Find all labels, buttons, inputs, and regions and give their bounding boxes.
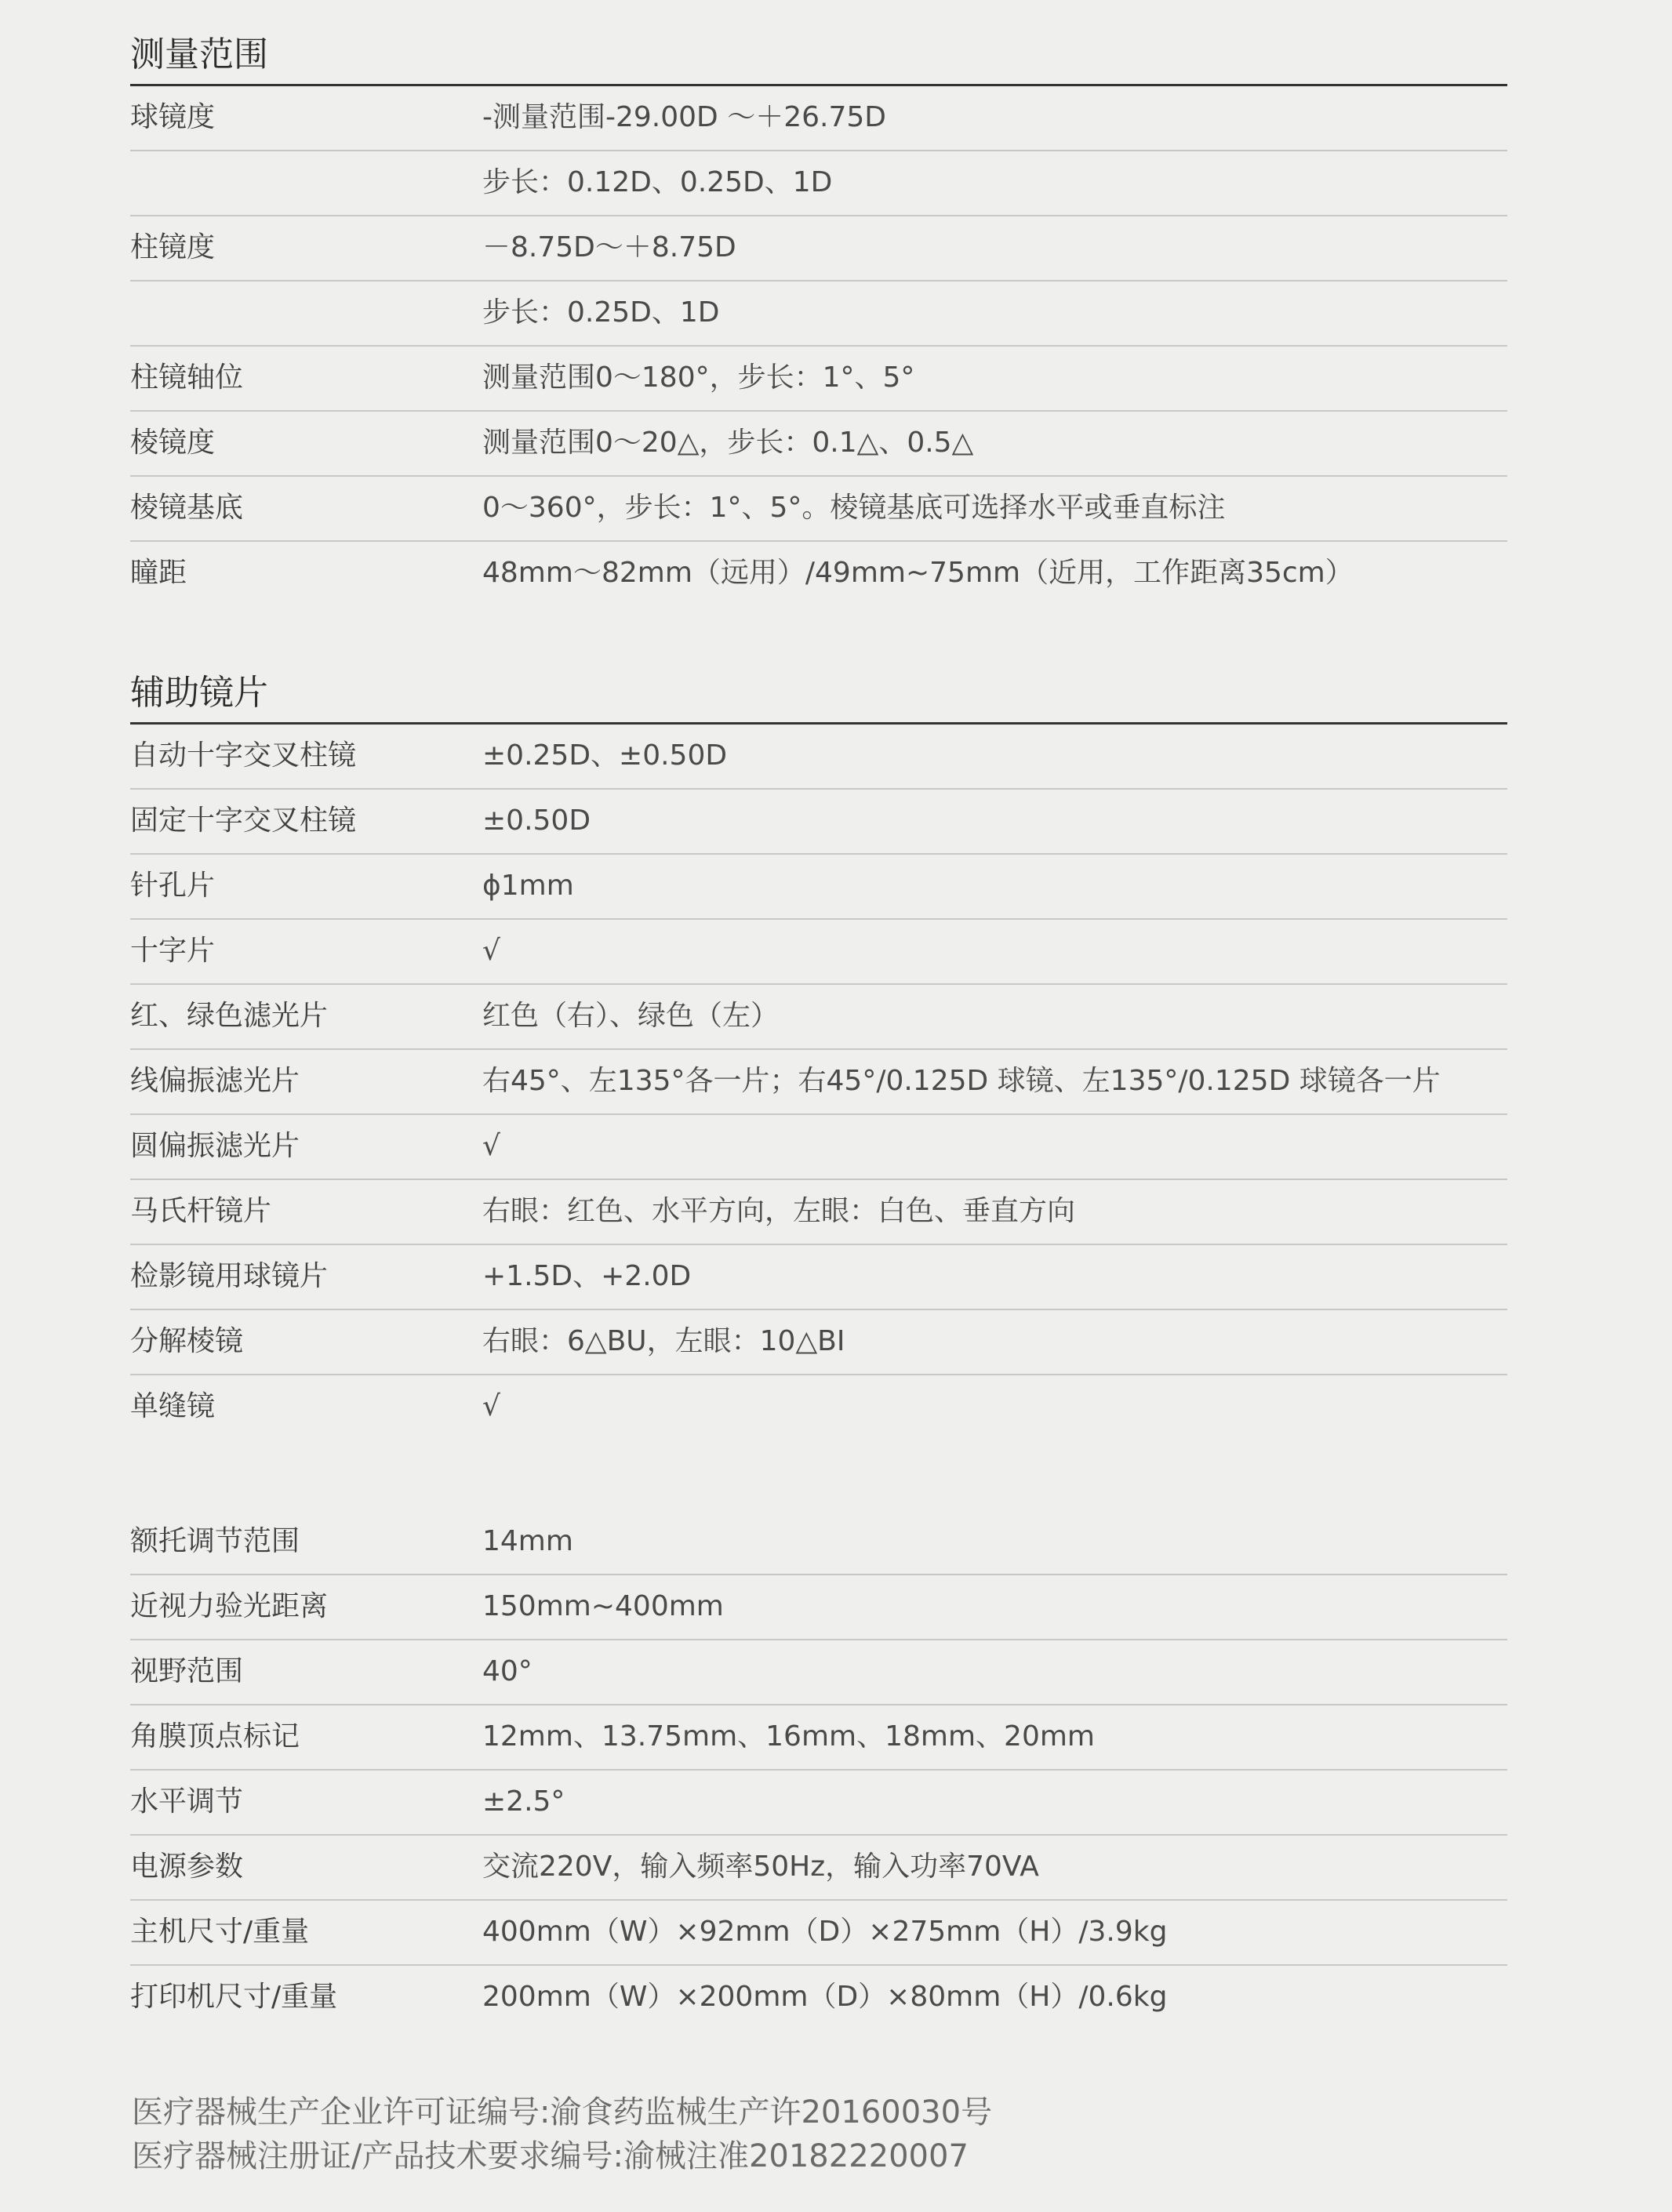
spec-value: 交流220V，输入频率50Hz，输入功率70VA [482,1851,1039,1883]
measurement-range-section [130,33,1507,607]
spec-row [130,216,1507,281]
spec-label: 视野范围 [130,1655,244,1687]
spec-row [130,1180,1507,1245]
spec-row [130,1575,1507,1640]
spec-label: 十字片 [130,935,216,967]
measurement-range-table [130,86,1507,607]
spec-value: 右45°、左135°各一片；右45°/0.125D 球镜、左135°/0.125D 球镜各一片 [482,1065,1441,1097]
spec-value: 步长：0.12D、0.25D、1D [482,166,833,198]
spec-value: 测量范围0～20△，步长：0.1△、0.5△ [482,427,974,459]
spec-row [130,1050,1507,1115]
spec-row [130,790,1507,855]
spec-row [130,1640,1507,1705]
spec-label: 单缝镜 [130,1390,216,1422]
spec-value: √ [482,1390,500,1422]
spec-value: －8.75D～＋8.75D [482,231,736,263]
auxiliary-lenses-section [130,671,1507,1440]
section-title-measurement-range: 测量范围 [130,33,1507,86]
spec-value: -测量范围-29.00D ～＋26.75D [482,101,886,133]
spec-row [130,985,1507,1050]
spec-row [130,281,1507,347]
spec-value: 400mm（W）×92mm（D）×275mm（H）/3.9kg [482,1916,1168,1948]
spec-label: 角膜顶点标记 [130,1720,300,1753]
spec-label: 棱镜度 [130,427,216,459]
spec-row [130,151,1507,216]
spec-value: ϕ1mm [482,870,574,902]
spec-label: 自动十字交叉柱镜 [130,739,357,772]
spec-label: 检影镜用球镜片 [130,1260,329,1292]
spec-value: 200mm（W）×200mm（D）×80mm（H）/0.6kg [482,1981,1168,2013]
section-title-auxiliary-lenses: 辅助镜片 [130,671,1507,725]
spec-row [130,1836,1507,1901]
spec-value: ±0.50D [482,805,591,837]
spec-row [130,855,1507,920]
spec-value: 150mm~400mm [482,1590,724,1622]
spec-value: 测量范围0～180°，步长：1°、5° [482,361,915,394]
spec-row [130,477,1507,542]
spec-value: 红色（右）、绿色（左） [482,1000,780,1032]
spec-row [130,1375,1507,1440]
spec-row [130,1966,1507,2031]
spec-label: 棱镜基底 [130,492,244,524]
spec-value: +1.5D、+2.0D [482,1260,692,1292]
spec-row [130,1310,1507,1375]
spec-value: 右眼：6△BU，左眼：10△BI [482,1325,845,1357]
spec-label: 红、绿色滤光片 [130,1000,329,1032]
spec-row [130,1245,1507,1310]
spec-label: 水平调节 [130,1785,244,1818]
spec-value: ±0.25D、±0.50D [482,739,728,772]
spec-value: 14mm [482,1525,573,1557]
spec-label: 打印机尺寸/重量 [130,1981,338,2013]
spec-row [130,1705,1507,1771]
spec-label: 瞳距 [130,557,187,589]
spec-value: 右眼：红色、水平方向，左眼：白色、垂直方向 [482,1195,1076,1227]
production-license-text: 医疗器械生产企业许可证编号:渝食药监械生产许20160030号 [132,2094,993,2130]
spec-row [130,1510,1507,1575]
spec-row [130,86,1507,151]
spec-value: 40° [482,1655,532,1687]
spec-value: 12mm、13.75mm、16mm、18mm、20mm [482,1720,1095,1753]
spec-row [130,347,1507,412]
spec-value: 步长：0.25D、1D [482,296,720,329]
spec-value: √ [482,1130,500,1162]
spec-label: 马氏杆镜片 [130,1195,272,1227]
spec-row [130,1771,1507,1836]
spec-value: 48mm～82mm（远用）/49mm~75mm（近用，工作距离35cm） [482,557,1354,589]
spec-row [130,1115,1507,1180]
general-specs-section [130,1510,1507,2031]
spec-row [130,725,1507,790]
regulatory-footer [132,2090,1512,2178]
spec-value: 0～360°，步长：1°、5°。棱镜基底可选择水平或垂直标注 [482,492,1226,524]
spec-label: 球镜度 [130,101,216,133]
spec-value: √ [482,935,500,967]
spec-label: 分解棱镜 [130,1325,244,1357]
spec-label: 电源参数 [130,1851,244,1883]
spec-label: 近视力验光距离 [130,1590,329,1622]
spec-row [130,1901,1507,1966]
spec-row [130,920,1507,985]
spec-label: 额托调节范围 [130,1525,300,1557]
spec-value: ±2.5° [482,1785,565,1818]
general-specs-table [130,1510,1507,2031]
spec-row [130,412,1507,477]
spec-label: 柱镜度 [130,231,216,263]
spec-label: 圆偏振滤光片 [130,1130,300,1162]
auxiliary-lenses-table [130,725,1507,1440]
spec-row [130,542,1507,607]
spec-label: 针孔片 [130,870,216,902]
spec-label: 线偏振滤光片 [130,1065,300,1097]
spec-label: 柱镜轴位 [130,361,244,394]
registration-certificate-text: 医疗器械注册证/产品技术要求编号:渝械注准20182220007 [132,2138,969,2174]
spec-label: 固定十字交叉柱镜 [130,805,357,837]
spec-label: 主机尺寸/重量 [130,1916,310,1948]
